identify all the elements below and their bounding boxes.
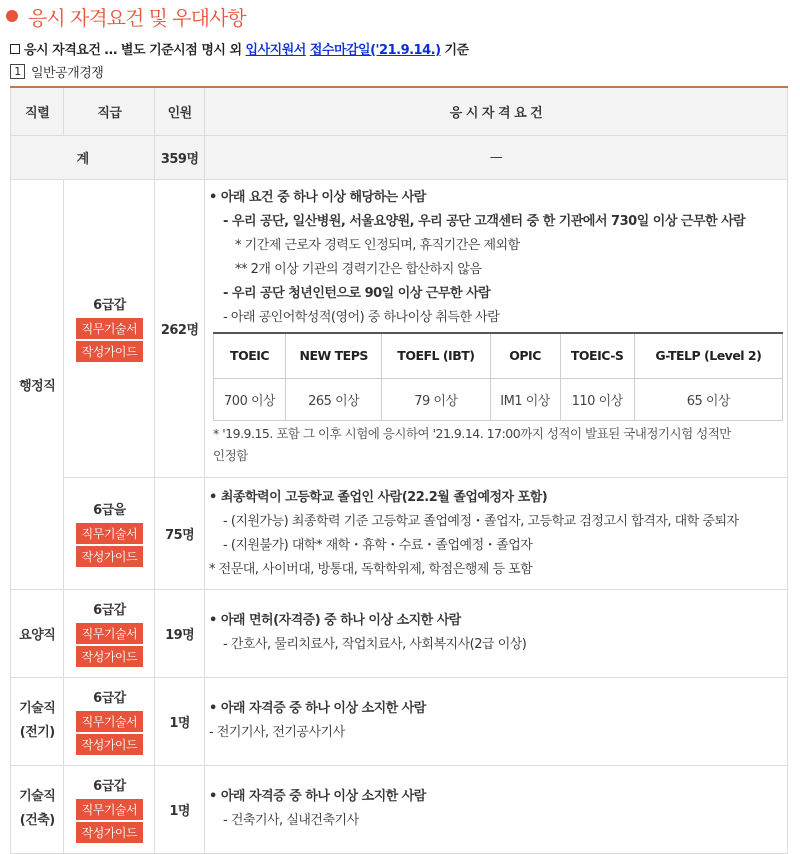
writing-guide-button[interactable]: 작성가이드 — [76, 341, 143, 362]
lang-header: OPIC — [490, 333, 560, 379]
grade-label: 6급갑 — [93, 602, 126, 618]
requirements-cell — [205, 677, 788, 765]
basis-prefix: 응시 자격요건 … 별도 기준시점 명시 외 — [24, 43, 242, 58]
grade-cell — [64, 477, 155, 589]
language-score-table — [213, 332, 783, 422]
bullet-dot-icon — [6, 10, 18, 22]
grade-cell — [64, 677, 155, 765]
section-title-text: 응시 자격요건 및 우대사항 — [28, 5, 246, 30]
lang-header: TOEIC — [214, 333, 286, 379]
writing-guide-button[interactable]: 작성가이드 — [76, 646, 143, 667]
grade-cell — [64, 179, 155, 477]
req-line: • 최종학력이 고등학교 졸업인 사람(22.2월 졸업예정자 포함) — [209, 489, 548, 505]
grade-label: 6급을 — [93, 502, 126, 518]
req-line: • 아래 자격증 중 하나 이상 소지한 사람 — [209, 701, 426, 716]
writing-guide-button[interactable]: 작성가이드 — [76, 546, 143, 567]
job-specialty: (전기) — [19, 725, 55, 740]
lang-header: G-TELP (Level 2) — [634, 333, 782, 379]
job-admin: 행정직 — [11, 179, 64, 589]
basis-suffix: 기준 — [444, 43, 469, 58]
lang-value: 265 이상 — [286, 379, 382, 421]
total-label: 계 — [11, 135, 155, 179]
requirements-cell — [205, 477, 788, 589]
grade-label: 6급갑 — [93, 297, 126, 313]
header-count: 인원 — [155, 87, 205, 135]
job-elec — [11, 677, 64, 765]
req-line: - 전기기사, 전기공사기사 — [209, 725, 345, 740]
job-description-button[interactable]: 직무기술서 — [76, 799, 143, 820]
req-line: ** 2개 이상 기관의 경력기간은 합산하지 않음 — [235, 261, 482, 277]
writing-guide-button[interactable]: 작성가이드 — [76, 734, 143, 755]
basis-link-deadline[interactable]: 접수마감일('21.9.14.) — [309, 43, 441, 58]
count-cell: 1명 — [155, 677, 205, 765]
req-line: * 전문대, 사이버대, 방통대, 독학학위제, 학점은행제 등 포함 — [209, 561, 533, 577]
count-cell: 262명 — [155, 179, 205, 477]
req-line: • 아래 자격증 중 하나 이상 소지한 사람 — [209, 789, 426, 804]
basis-line — [10, 39, 469, 58]
requirements-cell — [205, 589, 788, 677]
writing-guide-button[interactable]: 작성가이드 — [76, 822, 143, 843]
count-cell: 19명 — [155, 589, 205, 677]
table-row — [11, 765, 788, 853]
count-cell: 75명 — [155, 477, 205, 589]
req-note: * '19.9.15. 포함 그 이후 시험에 응시하여 '21.9.14. 17:00까지 성적이 발표된 국내정기시험 성적만 — [213, 426, 731, 441]
subsection-header — [10, 62, 103, 81]
header-job: 직렬 — [11, 87, 64, 135]
grade-label: 6급갑 — [93, 778, 126, 794]
table-row — [11, 179, 788, 477]
table-row — [11, 589, 788, 677]
requirements-cell — [205, 765, 788, 853]
table-row — [11, 677, 788, 765]
lang-value: 65 이상 — [634, 379, 782, 421]
grade-cell — [64, 765, 155, 853]
subsection-label: 일반공개경쟁 — [31, 66, 104, 81]
lang-header: TOEIC-S — [560, 333, 634, 379]
req-line: - (지원불가) 대학* 재학・휴학・수료・졸업예정・졸업자 — [223, 537, 533, 553]
req-line: - 간호사, 물리치료사, 작업치료사, 사회복지사(2급 이상) — [223, 637, 527, 652]
lang-value: 79 이상 — [382, 379, 490, 421]
req-line: * 기간제 근로자 경력도 인정되며, 휴직기간은 제외함 — [235, 237, 520, 253]
job-description-button[interactable]: 직무기술서 — [76, 711, 143, 732]
req-line: • 아래 요건 중 하나 이상 해당하는 사람 — [209, 189, 426, 205]
job-specialty: (건축) — [19, 813, 55, 828]
lang-header: TOEFL (IBT) — [382, 333, 490, 379]
grade-label: 6급갑 — [93, 690, 126, 706]
job-care: 요양직 — [11, 589, 64, 677]
section-title — [6, 0, 246, 32]
header-grade: 직급 — [64, 87, 155, 135]
lang-value: 110 이상 — [560, 379, 634, 421]
req-line: - 우리 공단 청년인턴으로 90일 이상 근무한 사람 — [223, 285, 491, 301]
checkbox-square-icon — [10, 44, 20, 54]
job-name: 기술직 — [19, 701, 56, 716]
job-description-button[interactable]: 직무기술서 — [76, 318, 143, 339]
total-count: 359명 — [155, 135, 205, 179]
subsection-number: 1 — [10, 64, 25, 79]
req-line: - 우리 공단, 일산병원, 서울요양원, 우리 공단 고객센터 중 한 기관에서 730일 이상 근무한 사람 — [223, 213, 746, 229]
job-description-button[interactable]: 직무기술서 — [76, 523, 143, 544]
table-row — [11, 477, 788, 589]
job-name: 기술직 — [19, 789, 56, 804]
lang-value: IM1 이상 — [490, 379, 560, 421]
req-line: - (지원가능) 최종학력 기준 고등학교 졸업예정・졸업자, 고등학교 검정고시 합격자, 대학 중퇴자 — [223, 513, 739, 529]
lang-value: 700 이상 — [214, 379, 286, 421]
req-line: • 아래 면허(자격증) 중 하나 이상 소지한 사람 — [209, 613, 461, 628]
basis-link-application[interactable]: 입사지원서 — [245, 43, 306, 58]
req-line: - 건축기사, 실내건축기사 — [223, 813, 359, 828]
req-line: - 아래 공인어학성적(영어) 중 하나이상 취득한 사람 — [223, 309, 500, 325]
job-arch — [11, 765, 64, 853]
count-cell: 1명 — [155, 765, 205, 853]
requirements-table — [10, 86, 788, 854]
total-requirements: — — [205, 135, 788, 179]
grade-cell — [64, 589, 155, 677]
header-requirements: 응 시 자 격 요 건 — [205, 87, 788, 135]
lang-header: NEW TEPS — [286, 333, 382, 379]
req-note: 인정함 — [213, 448, 248, 463]
requirements-cell — [205, 179, 788, 477]
job-description-button[interactable]: 직무기술서 — [76, 623, 143, 644]
